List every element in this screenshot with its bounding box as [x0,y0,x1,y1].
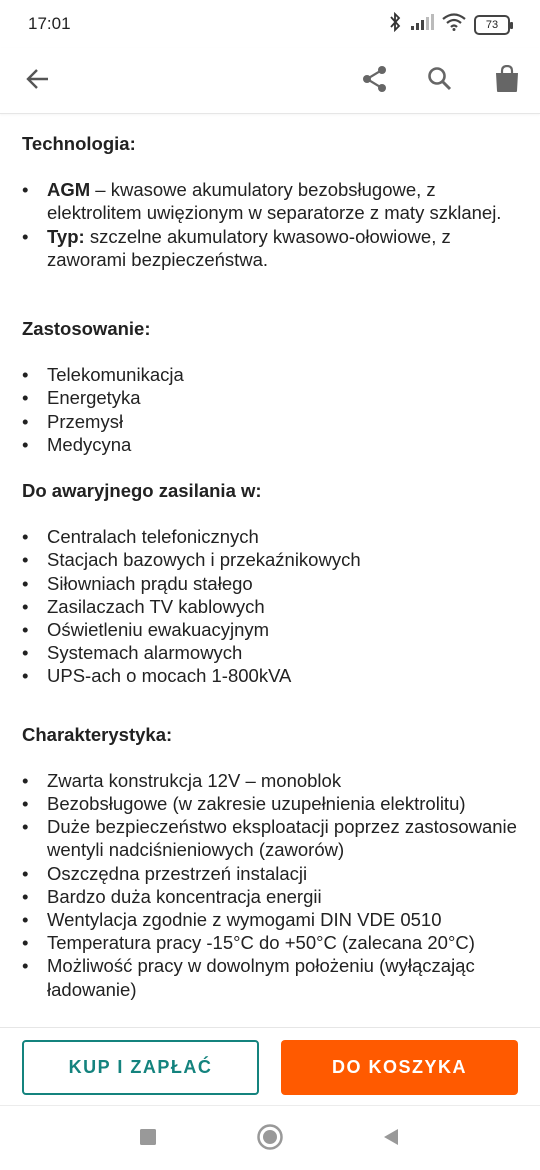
list-item: • Zwarta konstrukcja 12V – monoblok [22,769,520,792]
list-item: • Przemysł [22,410,520,433]
list-item: • Medycyna [22,433,520,456]
signal-icon [410,13,434,36]
product-description [22,132,520,1027]
list-item: • Oświetleniu ewakuacyjnym [22,618,520,641]
list-item-label: Typ: [47,225,85,247]
list-item-text: – kwasowe akumulatory bezobsługowe, z elektrolitem uwięzionym w separatorze z maty szklanej. [47,179,502,224]
list-item-text: szczelne akumulatory kwasowo-ołowiowe, z zaworami bezpieczeństwa. [47,225,451,270]
status-icons [388,12,510,37]
list-item: • Bardzo duża koncentracja energii [22,885,520,908]
share-button[interactable] [352,58,398,104]
search-button[interactable] [417,58,463,104]
action-bar [0,1027,540,1105]
back-nav-button[interactable] [376,1124,406,1154]
share-icon [361,65,389,98]
list-item: • Temperatura pracy -15°C do +50°C (zalecana 20°C) [22,931,520,954]
back-triangle-icon [381,1127,401,1152]
list-item [22,178,520,224]
list-item: • Systemach alarmowych [22,641,520,664]
list-item: • Centralach telefonicznych [22,525,520,548]
search-icon [427,66,453,97]
spacer [22,456,520,479]
home-button[interactable] [255,1124,285,1154]
list-item: • Siłowniach prądu stałego [22,572,520,595]
list-item: • Energetyka [22,386,520,409]
section-title-awaryjne: Do awaryjnego zasilania w: [22,480,262,502]
list-item: • Zasilaczach TV kablowych [22,595,520,618]
technologia-list [22,178,520,271]
shopping-bag-icon [494,65,520,98]
system-nav-bar [0,1105,540,1170]
battery-icon: 73 [474,15,510,35]
charakterystyka-list [22,769,520,1001]
list-item: • Telekomunikacja [22,363,520,386]
list-item: • Duże bezpieczeństwo eksploatacji poprzez zastosowanie wentyli nadciśnieniowych (zaworów) [22,815,520,861]
status-time: 17:01 [28,14,71,33]
add-to-cart-button[interactable]: DO KOSZYKA [281,1040,518,1095]
section-title-zastosowanie: Zastosowanie: [22,318,151,340]
section-title-technologia: Technologia: [22,133,136,154]
list-item: • Oszczędna przestrzeń instalacji [22,862,520,885]
list-item: • Wentylacja zgodnie z wymogami DIN VDE 0510 [22,908,520,931]
recents-square-icon [139,1128,157,1151]
recents-button[interactable] [133,1124,163,1154]
awaryjne-list [22,525,520,687]
cart-button[interactable] [484,58,530,104]
section-title-charakterystyka: Charakterystyka: [22,723,173,745]
status-bar [0,0,540,48]
bluetooth-icon [388,12,402,37]
list-item: • Możliwość pracy w dowolnym położeniu (wyłączając ładowanie) [22,954,520,1000]
zastosowanie-list [22,363,520,456]
wifi-icon [442,13,466,36]
home-circle-icon [256,1123,284,1156]
back-arrow-icon [25,66,51,97]
spacer [22,271,520,317]
buy-now-button[interactable]: KUP I ZAPŁAĆ [22,1040,259,1095]
list-item: • Stacjach bazowych i przekaźnikowych [22,548,520,571]
list-item-label: AGM [47,179,91,201]
list-item [22,225,520,271]
list-item: • Bezobsługowe (w zakresie uzupełnienia elektrolitu) [22,792,520,815]
app-bar [0,48,540,114]
back-button[interactable] [15,58,61,104]
spacer [22,688,520,723]
list-item: • UPS-ach o mocach 1-800kVA [22,664,520,687]
